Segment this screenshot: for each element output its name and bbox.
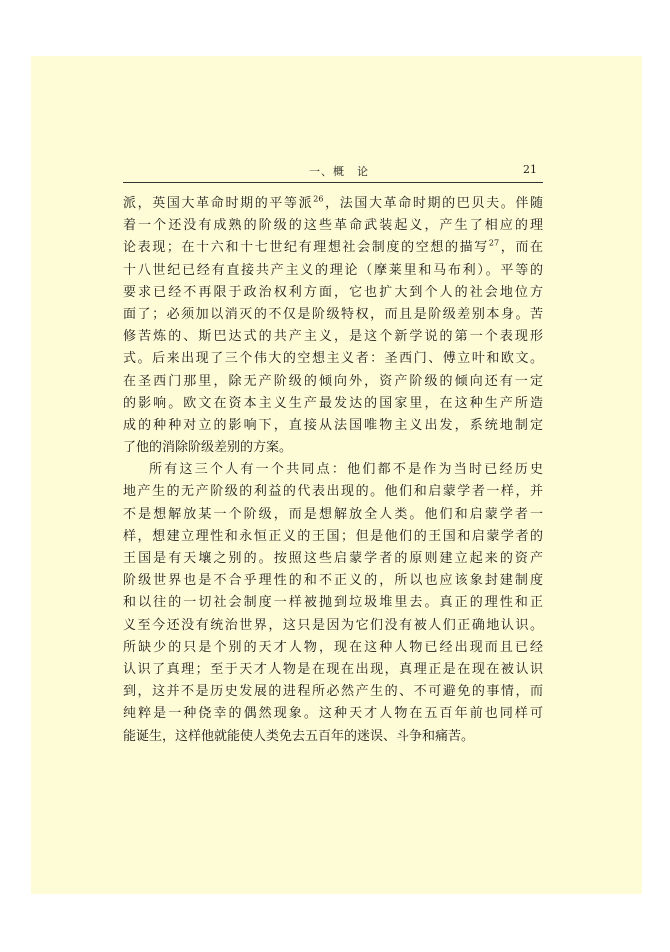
text-line: 不是想解放某一个阶级，而是想解放全人类。他们和启蒙学者一 [123, 506, 543, 522]
footnote-marker: 26 [313, 194, 324, 204]
chapter-title: 一、概 论 [309, 165, 369, 178]
text-segment: ，而在 [499, 240, 543, 256]
text-line: 样，想建立理性和永恒正义的王国；但是他们的王国和启蒙学者的 [123, 528, 543, 544]
text-line [123, 237, 543, 259]
text-line: 义至今还没有统治世界，这只是因为它们没有被人们正确地认识。 [123, 617, 543, 633]
text-line: 认识了真理；至于天才人物是在现在出现，真理正是在现在被认识 [123, 661, 543, 677]
text-line: 能诞生，这样他就能使人类免去五百年的迷误、斗争和痛苦。 [123, 728, 475, 744]
text-line: 到，这并不是历史发展的进程所必然产生的、不可避免的事情，而 [123, 684, 543, 700]
text-line: 的影响。欧文在资本主义生产最发达的国家里，在这种生产所造 [123, 395, 543, 411]
text-segment: ，法国大革命时期的巴贝夫。伴随 [323, 196, 543, 211]
text-line: 要求已经不再限于政治权利方面，它也扩大到个人的社会地位方 [123, 284, 543, 300]
text-line: 面了；必须加以消灭的不仅是阶级特权，而且是阶级差别本身。苦 [123, 306, 543, 322]
body-text [123, 193, 543, 748]
text-segment: 派，英国大革命时期的平等派 [123, 196, 314, 211]
text-line: 在圣西门那里，除无产阶级的倾向外，资产阶级的倾向还有一定 [123, 373, 543, 389]
paragraph-1 [123, 193, 543, 459]
text-line [123, 193, 543, 215]
text-line: 式。后来出现了三个伟大的空想主义者：圣西门、傅立叶和欧文。 [123, 351, 543, 367]
running-header [123, 162, 543, 183]
footnote-marker: 27 [488, 239, 500, 249]
page-number: 21 [523, 163, 537, 176]
text-line: 所有这三个人有一个共同点：他们都不是作为当时已经历史 [149, 462, 543, 478]
text-line: 所缺少的只是个别的天才人物，现在这种人物已经出现而且已经 [123, 639, 543, 655]
text-line: 纯粹是一种侥幸的偶然现象。这种天才人物在五百年前也同样可 [123, 706, 543, 722]
paragraph-2 [123, 459, 543, 747]
text-line: 和以往的一切社会制度一样被抛到垃圾堆里去。真正的理性和正 [123, 595, 543, 611]
text-line: 地产生的无产阶级的利益的代表出现的。他们和启蒙学者一样，并 [123, 484, 543, 500]
text-line: 十八世纪已经有直接共产主义的理论（摩莱里和马布利）。平等的 [123, 262, 543, 278]
text-line: 了他的消除阶级差别的方案。 [123, 440, 293, 456]
text-line: 着一个还没有成熟的阶级的这些革命武装起义，产生了相应的理 [123, 218, 543, 234]
text-line: 成的种种对立的影响下，直接从法国唯物主义出发，系统地制定 [123, 417, 543, 433]
text-segment: 论表现；在十六和十七世纪有理想社会制度的空想的描写 [123, 240, 489, 256]
text-line: 阶级世界也是不合乎理性的和不正义的，所以也应该象封建制度 [123, 573, 543, 589]
text-line: 修苦炼的、斯巴达式的共产主义，是这个新学说的第一个表现形 [123, 329, 543, 345]
text-line: 王国是有天壤之别的。按照这些启蒙学者的原则建立起来的资产 [123, 551, 543, 566]
